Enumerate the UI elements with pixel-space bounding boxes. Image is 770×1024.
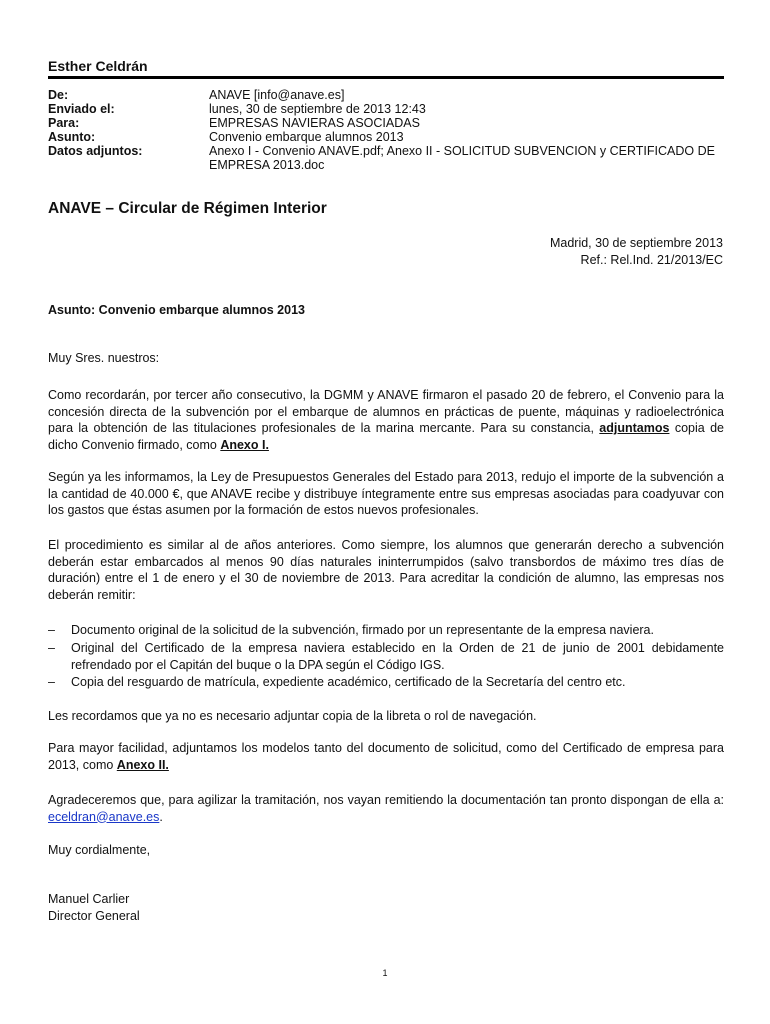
paragraph-6-text: Agradeceremos que, para agilizar la tramitación, nos vayan remitiendo la documentación tan pronto dispongan de ella a: — [48, 793, 724, 807]
subject-line: Asunto: Convenio embarque alumnos 2013 — [48, 303, 305, 317]
sent-row — [48, 102, 728, 116]
attachments-value: Anexo I - Convenio ANAVE.pdf; Anexo II - SOLICITUD SUBVENCION y CERTIFICADO DE EMPRESA 2013.doc — [209, 144, 715, 172]
header-rule — [48, 76, 724, 79]
subject-value: Convenio embarque alumnos 2013 — [209, 130, 404, 144]
annex-2-reference: Anexo II. — [116, 757, 169, 772]
paragraph-1 — [48, 387, 724, 453]
ref-line: Ref.: Rel.Ind. 21/2013/EC — [580, 253, 723, 267]
from-row — [48, 88, 728, 102]
paragraph-6 — [48, 792, 724, 825]
list-item-text: Copia del resguardo de matrícula, expediente académico, certificado de la Secretaría del centro etc. — [71, 675, 626, 689]
paragraph-1-text-b: copia de dicho Convenio firmado, como — [48, 421, 724, 452]
paragraph-5-text: Para mayor facilidad, adjuntamos los modelos tanto del documento de solicitud, como del Certificado de empresa para 2013, como — [48, 741, 724, 772]
sent-value: lunes, 30 de septiembre de 2013 12:43 — [209, 102, 426, 116]
list-item — [48, 674, 724, 691]
list-bullet: – — [48, 675, 55, 689]
list-item — [48, 640, 724, 673]
greeting: Muy Sres. nuestros: — [48, 351, 160, 365]
signer-name: Manuel Carlier — [48, 892, 130, 906]
attachments-row — [48, 144, 728, 172]
paragraph-1-text-a: Como recordarán, por tercer año consecutivo, la DGMM y ANAVE firmaron el pasado 20 de febrero, el Convenio para la concesión directa de la subvención por el embarque de alumnos en prácticas de puente, máquinas y radioelectrónica para la obtención de las titulaciones profesionales de la marina mercante. Para su constancia, — [48, 388, 724, 435]
list-bullet: – — [48, 641, 55, 655]
closing: Muy cordialmente, — [48, 843, 151, 857]
list-item — [48, 622, 724, 639]
signer-title: Director General — [48, 909, 140, 923]
paragraph-1-emphasis-a: adjuntamos — [599, 421, 670, 435]
paragraph-5 — [48, 740, 724, 773]
to-value: EMPRESAS NAVIERAS ASOCIADAS — [209, 116, 420, 130]
paragraph-4: Les recordamos que ya no es necesario adjuntar copia de la libreta o rol de navegación. — [48, 709, 537, 723]
paragraph-6-end: . — [159, 809, 163, 824]
annex-1-reference: Anexo I. — [220, 437, 269, 452]
email-link[interactable]: eceldran@anave.es — [48, 809, 160, 824]
subject-row — [48, 130, 728, 144]
paragraph-3: El procedimiento es similar al de años anteriores. Como siempre, los alumnos que generarán derecho a subvención deberán estar embarcados al menos 90 días naturales ininterrumpidos (salvo transbordos de máximo tres días de duración) entre el 1 de enero y el 30 de noviembre de 2013. Para acreditar la condición de alumno, las empresas nos deberán remitir: — [48, 538, 724, 602]
subject-label: Asunto: — [48, 130, 96, 144]
attachments-label: Datos adjuntos: — [48, 144, 143, 158]
page-number: 1 — [382, 968, 388, 978]
list-item-text: Original del Certificado de la empresa naviera establecido en la Orden de 21 de junio de 2001 debidamente refrendado por el Capitán del buque o la DPA según el Código IGS. — [71, 641, 724, 672]
to-row — [48, 116, 728, 130]
circular-title: ANAVE – Circular de Régimen Interior — [48, 200, 327, 217]
email-header — [48, 88, 728, 172]
list-item-text: Documento original de la solicitud de la subvención, firmado por un representante de la empresa naviera. — [71, 623, 654, 637]
date-ref-block — [550, 235, 723, 269]
list-bullet: – — [48, 623, 55, 637]
from-label: De: — [48, 88, 69, 102]
sent-label: Enviado el: — [48, 102, 115, 116]
from-value: ANAVE [info@anave.es] — [209, 88, 345, 102]
paragraph-2: Según ya les informamos, la Ley de Presupuestos Generales del Estado para 2013, redujo el importe de la subvención a la cantidad de 40.000 €, que ANAVE recibe y distribuye íntegramente entre sus empresas asociadas para coadyuvar con los gastos que éstas asumen por la formación de estos nuevos profesionales. — [48, 470, 724, 517]
signature-block — [48, 891, 140, 925]
date-line: Madrid, 30 de septiembre 2013 — [549, 236, 723, 250]
to-label: Para: — [48, 116, 80, 130]
sender-name: Esther Celdrán — [48, 58, 148, 74]
